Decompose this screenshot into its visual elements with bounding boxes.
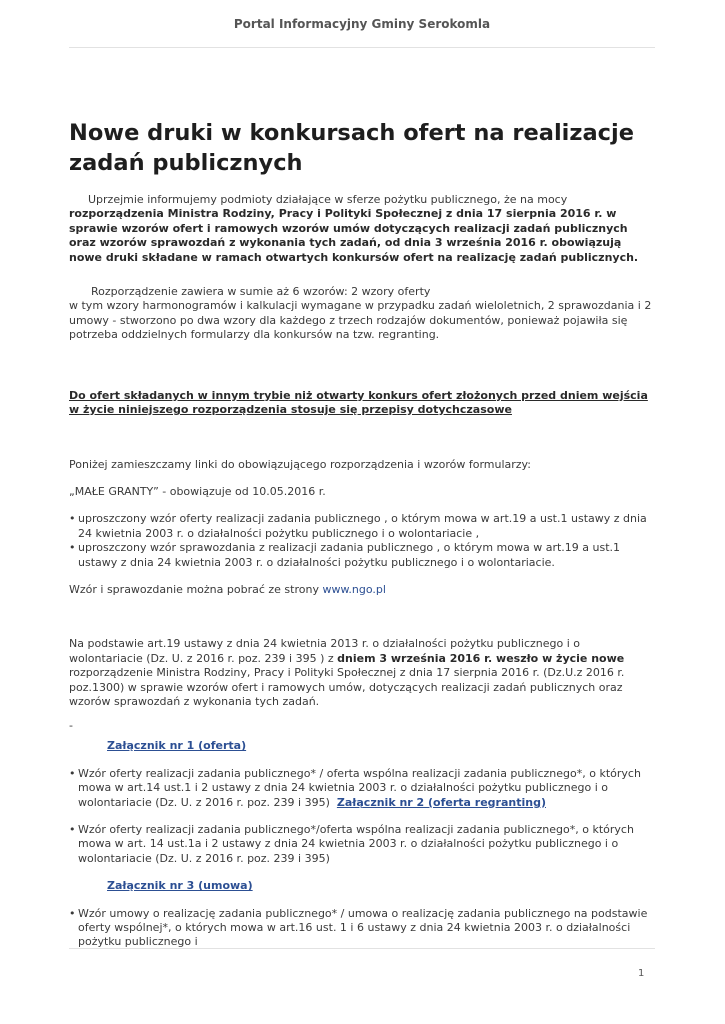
notice-text: Do ofert składanych w innym trybie niż otwarty konkurs ofert złożonych przed dniem wejścia w życie niniejszego rozporządzenia stosuje się przepisy dotychczasowe [69,388,648,417]
legal-basis-paragraph [69,637,657,709]
separator: - [69,719,73,733]
notice-paragraph [69,389,657,418]
basis-part1: Na podstawie art.19 ustawy z dnia 24 kwietnia 2013 r. o działalności pożytku publicznego i o wolontariacie (Dz. U. z 2016 r. poz. 239 i 395 ) z [69,637,581,665]
links-intro: Poniżej zamieszczamy linki do obowiązującego rozporządzenia i wzorów formularzy: [69,458,531,472]
footer-divider [69,948,655,949]
ngo-link[interactable]: www.ngo.pl [322,582,386,596]
regulation-line1: Rozporządzenie zawiera w sumie aż 6 wzorów: 2 wzory oferty [91,285,431,299]
attachment-2-list [69,823,657,866]
attachment-3-list [69,907,657,950]
download-text: Wzór i sprawozdanie można pobrać ze strony [69,582,323,596]
attachment-1-list [69,767,657,810]
regulation-paragraph [69,285,657,343]
list-item: • uproszczony wzór sprawozdania z realizacji zadania publicznego , o którym mowa w art.19 a ust.1 ustawy z dnia 24 kwietnia 2003 r. o działalności pożytku publicznego i o wolontariacie. [69,541,657,570]
attachment-3-link[interactable]: Załącznik nr 3 (umowa) [107,879,253,893]
grants-heading: „MAŁE GRANTY” - obowiązuje od 10.05.2016 r. [69,484,326,498]
page-number: 1 [638,968,645,979]
list-item: • Wzór oferty realizacji zadania publicznego*/oferta wspólna realizacji zadania publicznego*, o których mowa w art. 14 ust.1a i 2 ustawy z dnia 24 kwietnia 2003 r. o działalności pożytku publicznego i o wolontariacie (Dz. U. z 2016 r. poz. 239 i 395) [69,823,657,866]
list-item: • uproszczony wzór oferty realizacji zadania publicznego , o którym mowa w art.19 a ust.1 ustawy z dnia 24 kwietnia 2003 r. o działalności pożytku publicznego i o wolontariacie , [69,512,657,541]
intro-paragraph [69,193,657,265]
intro-bold: rozporządzenia Ministra Rodziny, Pracy i Polityki Społecznej z dnia 17 sierpnia 2016 r. w sprawie wzorów ofert i ramowych wzorów umów dotyczących realizacji zadań publicznych oraz wzorów sprawozdań z wykonania tych zadań, od dnia 3 września 2016 r. obowiązują nowe druki składane w ramach otwartych konkursów ofert na realizację zadań publicznych. [69,207,639,264]
attachment-1-link[interactable]: Załącznik nr 1 (oferta) [107,739,247,753]
header-divider [69,47,655,48]
download-paragraph [69,583,657,597]
attachment-1-paragraph [69,739,657,753]
basis-bold: dniem 3 września 2016 r. weszło w życie nowe [337,651,625,665]
regulation-rest: w tym wzory harmonogramów i kalkulacji wymagane w przypadku zadań wieloletnich, 2 sprawozdania i 2 umowy - stworzono po dwa wzory dla każdego z trzech rodzajów dokumentów, ponieważ pojawiła się potrzeba oddzielnych formularzy dla konkursów na tzw. regranting. [69,299,652,342]
article-body [69,193,657,950]
attachment-3-paragraph [69,879,657,893]
item-1-text: Wzór oferty realizacji zadania publicznego* / oferta wspólna realizacji zadania publicznego*, o których mowa w art.14 ust.1 i 2 ustawy z dnia 24 kwietnia 2003 r. o działalności pożytku publicznego i o wolontariacie (Dz. U. z 2016 r. poz. 239 i 395) [78,766,641,809]
list-item: • Wzór umowy o realizację zadania publicznego* / umowa o realizację zadania publicznego na podstawie oferty wspólnej*, o których mowa w art.16 ust. 1 i 6 ustawy z dnia 24 kwietnia 2003 r. o działalności pożytku publicznego i [69,907,657,950]
list-item [69,767,657,810]
basis-part2: rozporządzenie Ministra Rodziny, Pracy i Polityki Społecznej z dnia 17 sierpnia 2016 r. (Dz.U.z 2016 r. poz.1300) w sprawie wzorów ofert i ramowych umów, dotyczących realizacji zadań publicznych oraz wzorów sprawozdań z wykonania tych zadań. [69,666,625,708]
site-title: Portal Informacyjny Gminy Serokomla [233,17,491,31]
attachment-2-link[interactable]: Załącznik nr 2 (oferta regranting) [336,795,546,809]
page-title: Nowe druki w konkursach ofert na realizacje zadań publicznych [69,120,634,176]
intro-lead: Uprzejmie informujemy podmioty działające w sferze pożytku publicznego, że na mocy [88,193,568,206]
grants-list [69,512,657,570]
